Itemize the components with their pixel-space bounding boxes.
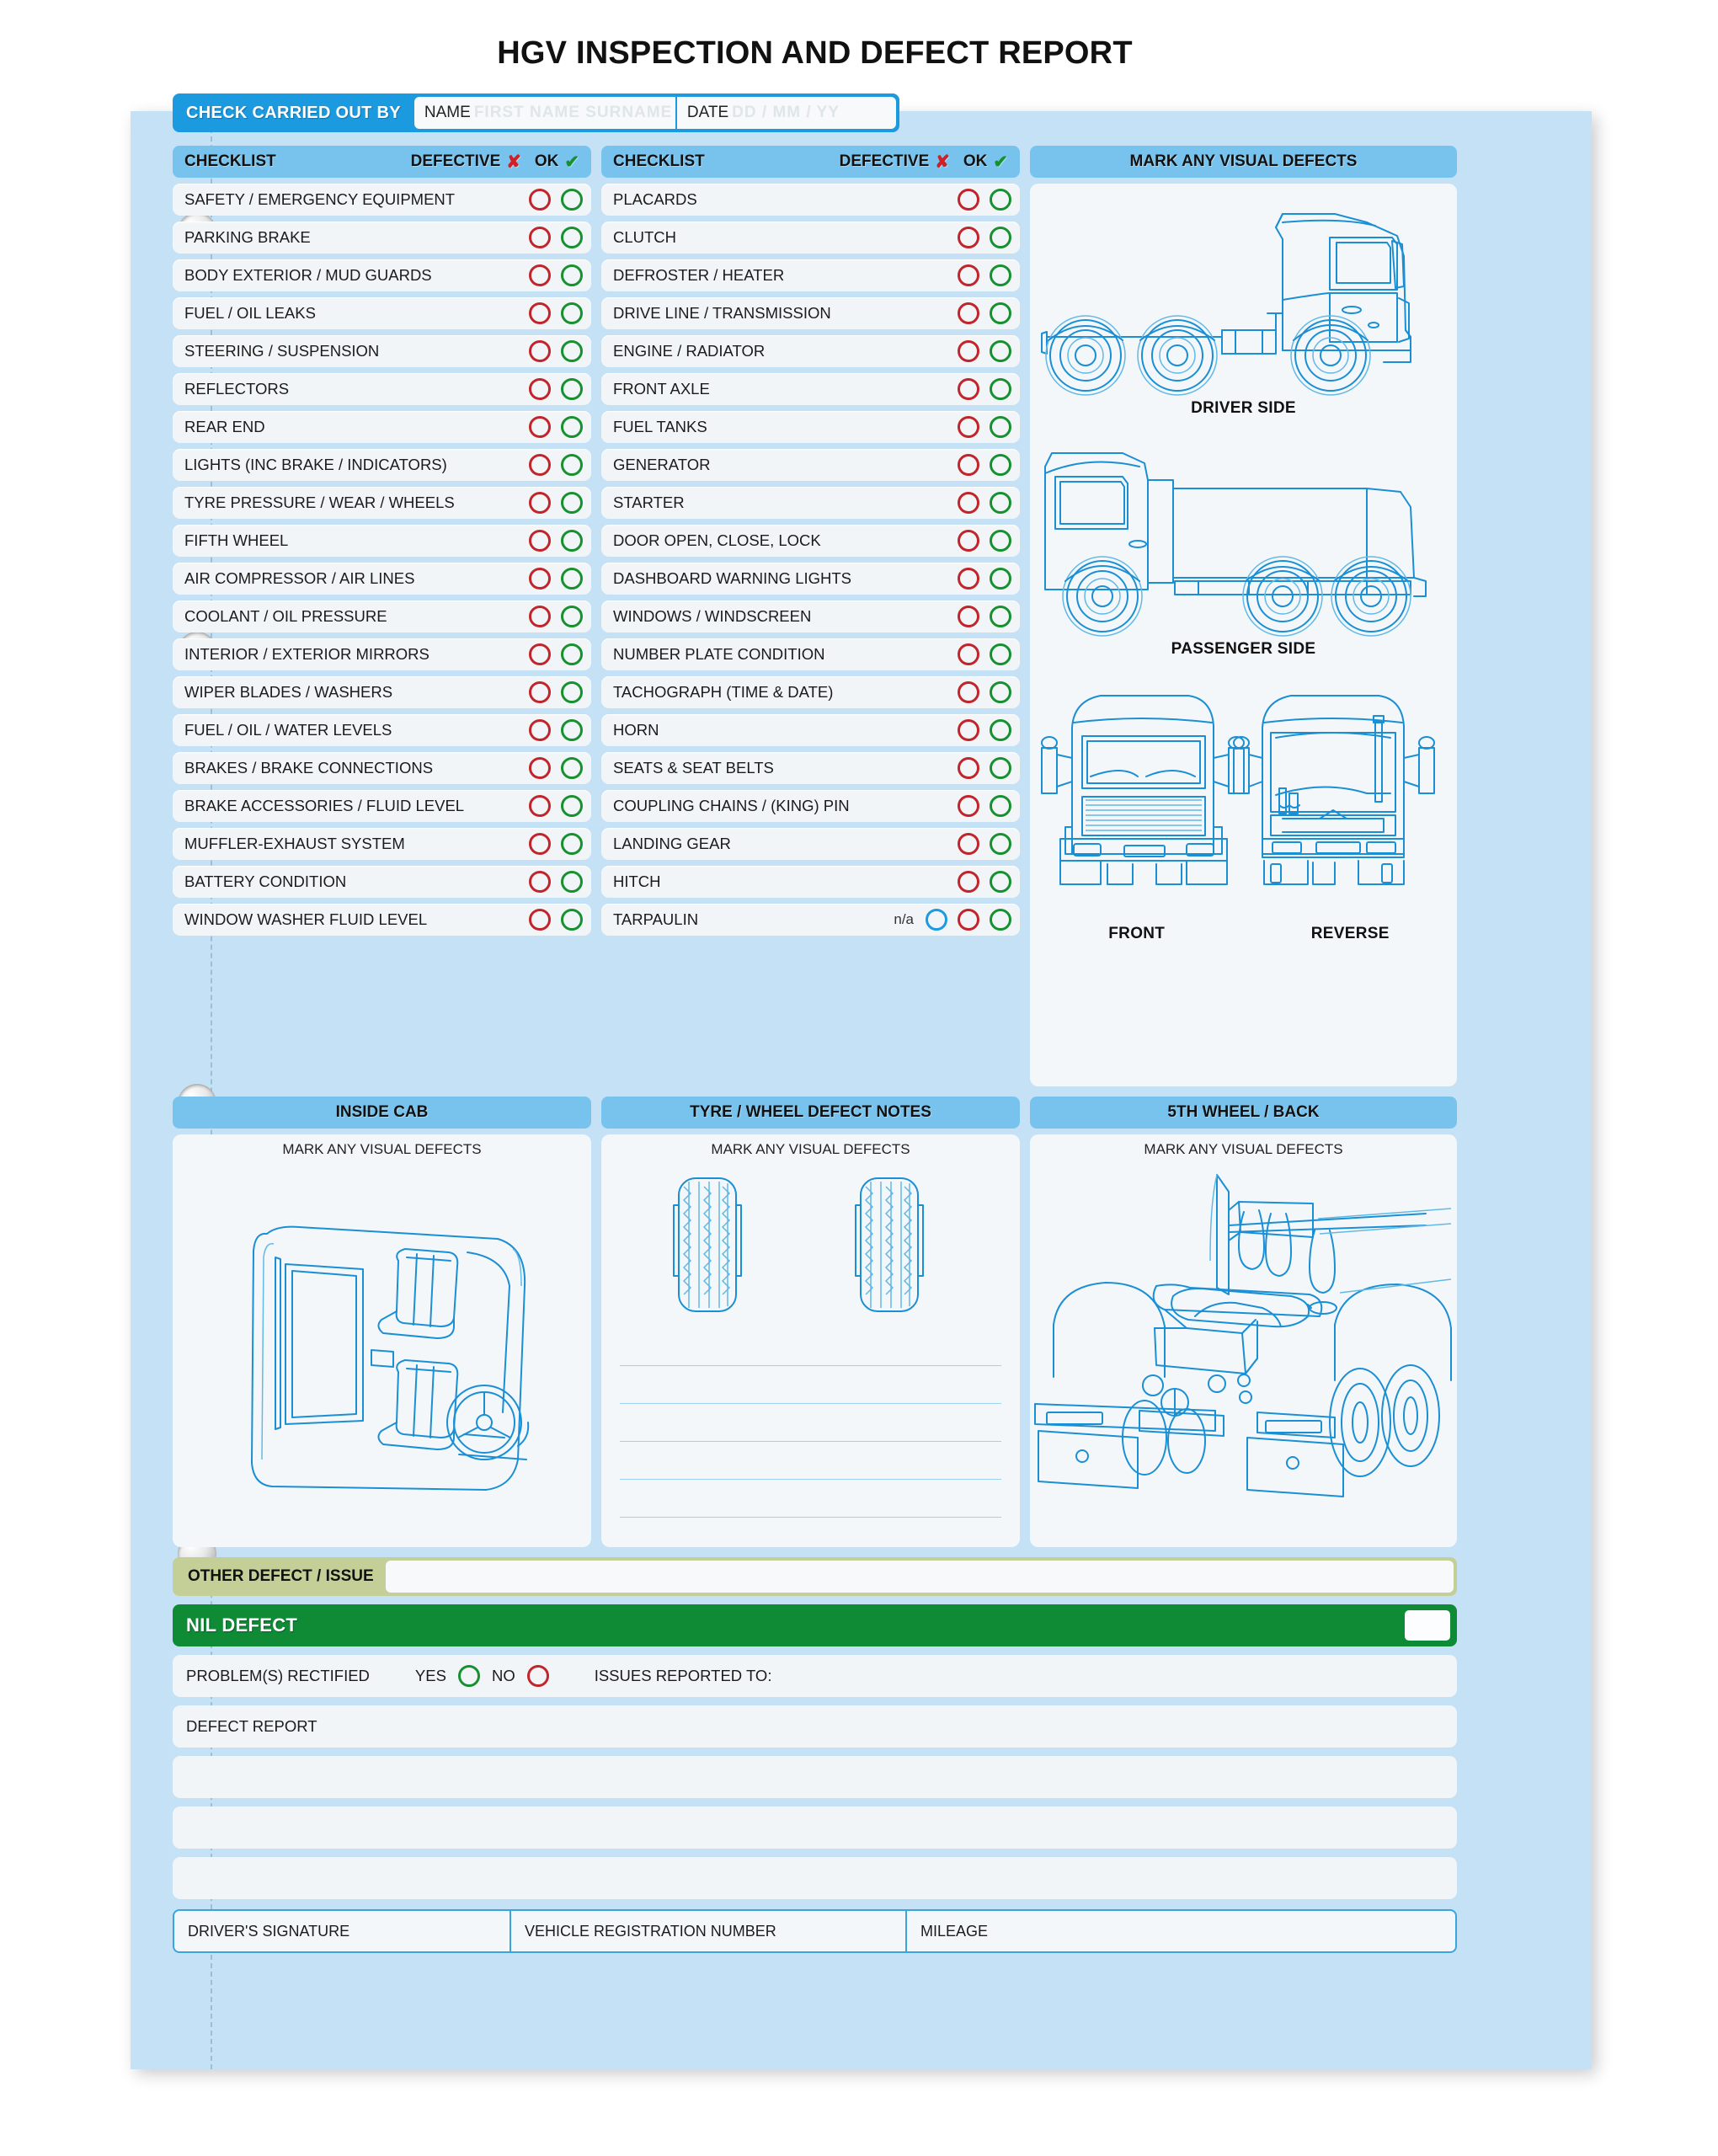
- checklist-item-options: [958, 378, 1011, 400]
- checklist-item: [601, 373, 1020, 405]
- tyre-wheel-subheader: MARK ANY VISUAL DEFECTS: [711, 1141, 910, 1157]
- checklist-item: [173, 563, 591, 595]
- defective-radio[interactable]: [529, 757, 551, 779]
- checklist-item-options: [958, 871, 1011, 893]
- ok-radio[interactable]: [561, 719, 583, 741]
- ok-radio[interactable]: [561, 643, 583, 665]
- fifth-wheel-panel[interactable]: [1030, 1134, 1457, 1547]
- nil-defect-row: [173, 1604, 1457, 1646]
- ok-radio[interactable]: [990, 909, 1011, 931]
- date-label: DATE: [686, 104, 729, 121]
- checklist-item-label: WIPER BLADES / WASHERS: [184, 683, 393, 701]
- checklist-item-label: TACHOGRAPH (TIME & DATE): [613, 683, 834, 701]
- ok-radio[interactable]: [990, 568, 1011, 590]
- caption-reverse: REVERSE: [1310, 925, 1390, 942]
- caption-passenger-side: PASSENGER SIDE: [1171, 640, 1316, 658]
- checklist-item-options: [529, 719, 583, 741]
- checklist-item-label: DEFROSTER / HEATER: [613, 266, 785, 284]
- checklist-item-label: STEERING / SUSPENSION: [184, 342, 380, 360]
- visual-defects-header: MARK ANY VISUAL DEFECTS: [1030, 146, 1457, 178]
- checklist-item-label: NUMBER PLATE CONDITION: [613, 645, 825, 663]
- checklist-item-options: [958, 454, 1011, 476]
- checklist-item-options: [958, 719, 1011, 741]
- checklist-item-label: LIGHTS (INC BRAKE / INDICATORS): [184, 456, 447, 473]
- defective-radio[interactable]: [958, 227, 979, 248]
- checklist-item-label: WINDOWS / WINDSCREEN: [613, 607, 812, 625]
- lower-panels-row: [173, 1097, 1457, 1547]
- defective-radio[interactable]: [958, 264, 979, 286]
- checklist-item-label: WINDOW WASHER FLUID LEVEL: [184, 910, 428, 928]
- ok-radio[interactable]: [990, 416, 1011, 438]
- checklist-item-label: SEATS & SEAT BELTS: [613, 759, 774, 776]
- header-defective-label: DEFECTIVE: [410, 152, 501, 170]
- ok-radio[interactable]: [990, 606, 1011, 627]
- checklist-item-options: [958, 227, 1011, 248]
- ok-radio[interactable]: [990, 302, 1011, 324]
- page-title: HGV INSPECTION AND DEFECT REPORT: [497, 35, 1133, 71]
- checklist-item-options: [529, 264, 583, 286]
- cross-icon: ✘: [506, 152, 521, 172]
- checklist-item: [601, 525, 1020, 557]
- ok-radio[interactable]: [561, 909, 583, 931]
- checklist-item-options: [529, 378, 583, 400]
- inside-cab-column: [173, 1097, 591, 1547]
- checklist-item: [601, 487, 1020, 519]
- checklist-item: [173, 676, 591, 708]
- checklist-item-options: [958, 492, 1011, 514]
- checklist-item-label: REFLECTORS: [184, 380, 290, 398]
- checklist-item-options: [529, 189, 583, 211]
- defective-radio[interactable]: [529, 378, 551, 400]
- checklist-item-label: BATTERY CONDITION: [184, 873, 347, 890]
- carried-out-by-label: CHECK CARRIED OUT BY: [173, 93, 414, 132]
- ok-radio[interactable]: [990, 530, 1011, 552]
- mileage-field[interactable]: [907, 1911, 1455, 1951]
- footer-row: [173, 1909, 1457, 1953]
- tyre-wheel-panel[interactable]: [601, 1134, 1020, 1547]
- checklist-item: [601, 828, 1020, 860]
- checklist-item-options: [958, 681, 1011, 703]
- caption-driver-side: DRIVER SIDE: [1191, 399, 1296, 417]
- checklist-item-label: COOLANT / OIL PRESSURE: [184, 607, 387, 625]
- truck-front-and-reverse-illustration: [1030, 670, 1447, 923]
- defective-radio[interactable]: [529, 416, 551, 438]
- form-content: [173, 0, 1457, 1953]
- defective-radio[interactable]: [958, 719, 979, 741]
- defective-radio[interactable]: [529, 302, 551, 324]
- ok-radio[interactable]: [561, 795, 583, 817]
- ok-radio[interactable]: [561, 681, 583, 703]
- ok-radio[interactable]: [990, 681, 1011, 703]
- carried-out-by-fields: [414, 93, 899, 132]
- checklist-item: [173, 638, 591, 670]
- checklist-item: [601, 638, 1020, 670]
- checklist-item-label: TYRE PRESSURE / WEAR / WHEELS: [184, 494, 455, 511]
- check-carried-out-by-row: [173, 93, 1457, 132]
- defective-radio[interactable]: [958, 340, 979, 362]
- ok-radio[interactable]: [561, 454, 583, 476]
- checklist-item-options: [529, 757, 583, 779]
- checklist-header-right: [601, 146, 1020, 178]
- check-icon: ✔: [993, 152, 1008, 172]
- ok-radio[interactable]: [990, 264, 1011, 286]
- checklist-item: [601, 259, 1020, 291]
- defect-report-label: DEFECT REPORT: [186, 1717, 317, 1735]
- checklist-item: [173, 790, 591, 822]
- checklist-item-options: [529, 340, 583, 362]
- header-defective-label: DEFECTIVE: [839, 152, 930, 170]
- checklist-item-options: [958, 189, 1011, 211]
- checklist-item: [601, 297, 1020, 329]
- checklist-item: [601, 714, 1020, 746]
- ok-radio[interactable]: [561, 340, 583, 362]
- ok-radio[interactable]: [561, 568, 583, 590]
- checklist-item-options: [529, 568, 583, 590]
- defective-radio[interactable]: [958, 795, 979, 817]
- defective-radio[interactable]: [529, 492, 551, 514]
- tyre-wheel-column: [601, 1097, 1020, 1547]
- defective-radio[interactable]: [958, 606, 979, 627]
- ok-radio[interactable]: [561, 264, 583, 286]
- defective-radio[interactable]: [529, 681, 551, 703]
- ok-radio[interactable]: [561, 189, 583, 211]
- checklist-item-options: [529, 530, 583, 552]
- fifth-wheel-column: [1030, 1097, 1457, 1547]
- checklist-item-label: PLACARDS: [613, 190, 697, 208]
- yes-radio[interactable]: [458, 1665, 480, 1687]
- ok-radio[interactable]: [990, 492, 1011, 514]
- truck-passenger-side-illustration: [1030, 430, 1447, 640]
- checklist-item-label: MUFFLER-EXHAUST SYSTEM: [184, 835, 405, 852]
- checklist-item-label: CLUTCH: [613, 228, 677, 246]
- ok-radio[interactable]: [990, 340, 1011, 362]
- checklist-item-label: FUEL / OIL LEAKS: [184, 304, 316, 322]
- checklist-item: [601, 866, 1020, 898]
- header-ok-label: OK: [534, 152, 559, 170]
- checklist-item-label: BRAKES / BRAKE CONNECTIONS: [184, 759, 434, 776]
- checklist-item-label: LANDING GEAR: [613, 835, 731, 852]
- checklist-item: [173, 335, 591, 367]
- checklist-item-options: [529, 643, 583, 665]
- checklist-item-label: FIFTH WHEEL: [184, 531, 289, 549]
- checklist-item-label: FUEL / OIL / WATER LEVELS: [184, 721, 392, 739]
- truck-driver-side-illustration: [1030, 189, 1447, 399]
- problems-rectified-label: PROBLEM(S) RECTIFIED: [186, 1667, 370, 1684]
- defective-radio[interactable]: [958, 833, 979, 855]
- checklist-item-options: [958, 302, 1011, 324]
- checklist-item-label: DASHBOARD WARNING LIGHTS: [613, 569, 852, 587]
- main-columns: [173, 146, 1457, 1086]
- defective-radio[interactable]: [958, 530, 979, 552]
- ok-radio[interactable]: [561, 833, 583, 855]
- ok-radio[interactable]: [990, 189, 1011, 211]
- ok-radio[interactable]: [561, 530, 583, 552]
- checklist-item-options: [958, 416, 1011, 438]
- defective-radio[interactable]: [958, 454, 979, 476]
- checklist-item: [173, 904, 591, 936]
- defective-radio[interactable]: [958, 681, 979, 703]
- defective-radio[interactable]: [958, 757, 979, 779]
- checklist-item-label: AIR COMPRESSOR / AIR LINES: [184, 569, 415, 587]
- checklist-item: [173, 600, 591, 632]
- ok-radio[interactable]: [561, 757, 583, 779]
- defective-radio[interactable]: [529, 340, 551, 362]
- checklist-item: [173, 259, 591, 291]
- checklist-header-left: [173, 146, 591, 178]
- header-checklist-label: CHECKLIST: [184, 152, 276, 170]
- ok-radio[interactable]: [561, 416, 583, 438]
- checklist-item: [601, 184, 1020, 216]
- checklist-item-options: [529, 833, 583, 855]
- ok-radio[interactable]: [990, 227, 1011, 248]
- checklist-item: [601, 752, 1020, 784]
- fifth-wheel-subheader: MARK ANY VISUAL DEFECTS: [1144, 1141, 1343, 1157]
- checklist-item: [173, 525, 591, 557]
- checklist-item-options: [529, 227, 583, 248]
- visual-defects-panel[interactable]: [1030, 184, 1457, 1086]
- visual-defects-column: [1030, 146, 1457, 1086]
- caption-front: FRONT: [1108, 925, 1166, 942]
- defective-radio[interactable]: [529, 264, 551, 286]
- checklist-item: [173, 714, 591, 746]
- defective-radio[interactable]: [529, 833, 551, 855]
- defective-radio[interactable]: [529, 719, 551, 741]
- ok-radio[interactable]: [561, 227, 583, 248]
- defective-radio[interactable]: [529, 871, 551, 893]
- defect-report-line[interactable]: [173, 1806, 1457, 1849]
- checklist-item: [601, 335, 1020, 367]
- checklist-item: [601, 904, 1020, 936]
- checklist-item: [173, 828, 591, 860]
- nil-defect-label: NIL DEFECT: [186, 1614, 298, 1636]
- checklist-item-label: DOOR OPEN, CLOSE, LOCK: [613, 531, 821, 549]
- checklist-item: [173, 866, 591, 898]
- no-radio[interactable]: [527, 1665, 549, 1687]
- nil-defect-checkbox[interactable]: [1405, 1610, 1450, 1641]
- yes-label: YES: [414, 1667, 446, 1684]
- checklist-item-options: [958, 530, 1011, 552]
- checklist-item-label: ENGINE / RADIATOR: [613, 342, 766, 360]
- name-placeholder: FIRST NAME SURNAME: [473, 104, 673, 121]
- vehicle-registration-label: VEHICLE REGISTRATION NUMBER: [525, 1922, 776, 1940]
- checklist-item-label: TARPAULIN: [613, 910, 699, 928]
- checklist-item: [601, 563, 1020, 595]
- checklist-item-label: FRONT AXLE: [613, 380, 710, 398]
- inside-cab-header: INSIDE CAB: [173, 1097, 591, 1129]
- ok-radio[interactable]: [990, 833, 1011, 855]
- checklist-item: [173, 373, 591, 405]
- checklist-item-options: [958, 757, 1011, 779]
- checklist-item-label: INTERIOR / EXTERIOR MIRRORS: [184, 645, 430, 663]
- checklist-item-label: STARTER: [613, 494, 685, 511]
- checklist-item-label: BODY EXTERIOR / MUD GUARDS: [184, 266, 432, 284]
- inside-cab-panel[interactable]: [173, 1134, 591, 1547]
- ok-radio[interactable]: [990, 795, 1011, 817]
- defective-radio[interactable]: [958, 416, 979, 438]
- ok-radio[interactable]: [561, 492, 583, 514]
- checklist-item-label: DRIVE LINE / TRANSMISSION: [613, 304, 831, 322]
- checklist-item: [601, 411, 1020, 443]
- defective-radio[interactable]: [958, 568, 979, 590]
- checklist-column-right: [601, 146, 1020, 1086]
- name-label: NAME: [424, 104, 471, 121]
- checklist-item: [601, 600, 1020, 632]
- checklist-item: [173, 297, 591, 329]
- defective-radio[interactable]: [958, 909, 979, 931]
- na-label: n/a: [894, 911, 914, 927]
- checklist-item-options: [958, 568, 1011, 590]
- defective-radio[interactable]: [529, 189, 551, 211]
- checklist-item-label: FUEL TANKS: [613, 418, 707, 435]
- date-field[interactable]: [675, 97, 896, 129]
- checklist-item-label: HORN: [613, 721, 659, 739]
- checklist-item-label: COUPLING CHAINS / (KING) PIN: [613, 797, 850, 814]
- checklist-item-options: [529, 454, 583, 476]
- header-checklist-label: CHECKLIST: [613, 152, 705, 170]
- checklist-item-label: BRAKE ACCESSORIES / FLUID LEVEL: [184, 797, 465, 814]
- defective-radio[interactable]: [958, 378, 979, 400]
- checklist-item-options: [958, 643, 1011, 665]
- checklist-item: [173, 184, 591, 216]
- defective-radio[interactable]: [958, 189, 979, 211]
- checklist-item-label: HITCH: [613, 873, 661, 890]
- defective-radio[interactable]: [958, 302, 979, 324]
- defective-radio[interactable]: [529, 643, 551, 665]
- checklist-item: [601, 676, 1020, 708]
- ok-radio[interactable]: [561, 606, 583, 627]
- ok-radio[interactable]: [990, 378, 1011, 400]
- name-field[interactable]: [414, 97, 675, 129]
- checklist-item: [601, 790, 1020, 822]
- checklist-item: [173, 449, 591, 481]
- checklist-item-label: SAFETY / EMERGENCY EQUIPMENT: [184, 190, 456, 208]
- checklist-column-left: [173, 146, 591, 1086]
- checklist-item-options: [529, 909, 583, 931]
- other-defect-input[interactable]: [386, 1561, 1454, 1593]
- checklist-item-options: [529, 416, 583, 438]
- defect-report-line[interactable]: [173, 1756, 1457, 1798]
- tyre-illustrations: [601, 1165, 1020, 1333]
- defective-radio[interactable]: [529, 454, 551, 476]
- fifth-wheel-header: 5TH WHEEL / BACK: [1030, 1097, 1457, 1129]
- mileage-label: MILEAGE: [920, 1922, 989, 1940]
- defective-radio[interactable]: [529, 568, 551, 590]
- check-icon: ✔: [564, 152, 579, 172]
- issues-reported-to-label: ISSUES REPORTED TO:: [594, 1667, 772, 1684]
- ok-radio[interactable]: [561, 378, 583, 400]
- defective-radio[interactable]: [529, 909, 551, 931]
- defective-radio[interactable]: [529, 795, 551, 817]
- defective-radio[interactable]: [529, 530, 551, 552]
- checklist-item-options: [529, 795, 583, 817]
- defective-radio[interactable]: [958, 871, 979, 893]
- checklist-item: [173, 487, 591, 519]
- checklist-item-options: [958, 833, 1011, 855]
- header-ok-label: OK: [963, 152, 988, 170]
- checklist-item-label: REAR END: [184, 418, 265, 435]
- ok-radio[interactable]: [990, 643, 1011, 665]
- ok-radio[interactable]: [990, 454, 1011, 476]
- note-line: [620, 1517, 1001, 1518]
- other-defect-label: OTHER DEFECT / ISSUE: [188, 1567, 374, 1585]
- ok-radio[interactable]: [561, 871, 583, 893]
- na-radio[interactable]: [926, 909, 947, 931]
- checklist-item-options: [529, 492, 583, 514]
- checklist-item: [173, 752, 591, 784]
- defective-radio[interactable]: [958, 643, 979, 665]
- checklist-item-options: [958, 606, 1011, 627]
- checklist-item: [601, 449, 1020, 481]
- checklist-item: [173, 221, 591, 253]
- other-defect-row: [173, 1557, 1457, 1596]
- checklist-item: [173, 411, 591, 443]
- ok-radio[interactable]: [561, 302, 583, 324]
- drivers-signature-label: DRIVER'S SIGNATURE: [188, 1922, 350, 1940]
- tyre-wheel-header: TYRE / WHEEL DEFECT NOTES: [601, 1097, 1020, 1129]
- defect-report-line[interactable]: [173, 1857, 1457, 1899]
- ok-radio[interactable]: [990, 757, 1011, 779]
- checklist-item-options: [529, 681, 583, 703]
- ok-radio[interactable]: [990, 871, 1011, 893]
- cross-icon: ✘: [935, 152, 950, 172]
- checklist-item-options: [958, 264, 1011, 286]
- checklist-item-label: GENERATOR: [613, 456, 711, 473]
- checklist-item-options: [529, 606, 583, 627]
- checklist-item-options: [529, 871, 583, 893]
- checklist-item-label: PARKING BRAKE: [184, 228, 311, 246]
- defect-report-row[interactable]: [173, 1705, 1457, 1748]
- vehicle-registration-field[interactable]: [511, 1911, 907, 1951]
- checklist-item: [601, 221, 1020, 253]
- ok-radio[interactable]: [990, 719, 1011, 741]
- defective-radio[interactable]: [529, 606, 551, 627]
- inside-cab-subheader: MARK ANY VISUAL DEFECTS: [282, 1141, 482, 1157]
- no-label: NO: [491, 1667, 515, 1684]
- checklist-item-options: [958, 795, 1011, 817]
- checklist-item-options: [958, 340, 1011, 362]
- fifth-wheel-illustration: [1030, 1160, 1457, 1539]
- drivers-signature-field[interactable]: [174, 1911, 511, 1951]
- date-placeholder: DD / MM / YY: [732, 104, 840, 121]
- checklist-item-options: [894, 909, 1011, 931]
- checklist-item-options: [529, 302, 583, 324]
- problems-rectified-row: [173, 1655, 1457, 1697]
- inside-cab-illustration: [173, 1160, 591, 1530]
- defective-radio[interactable]: [529, 227, 551, 248]
- defective-radio[interactable]: [958, 492, 979, 514]
